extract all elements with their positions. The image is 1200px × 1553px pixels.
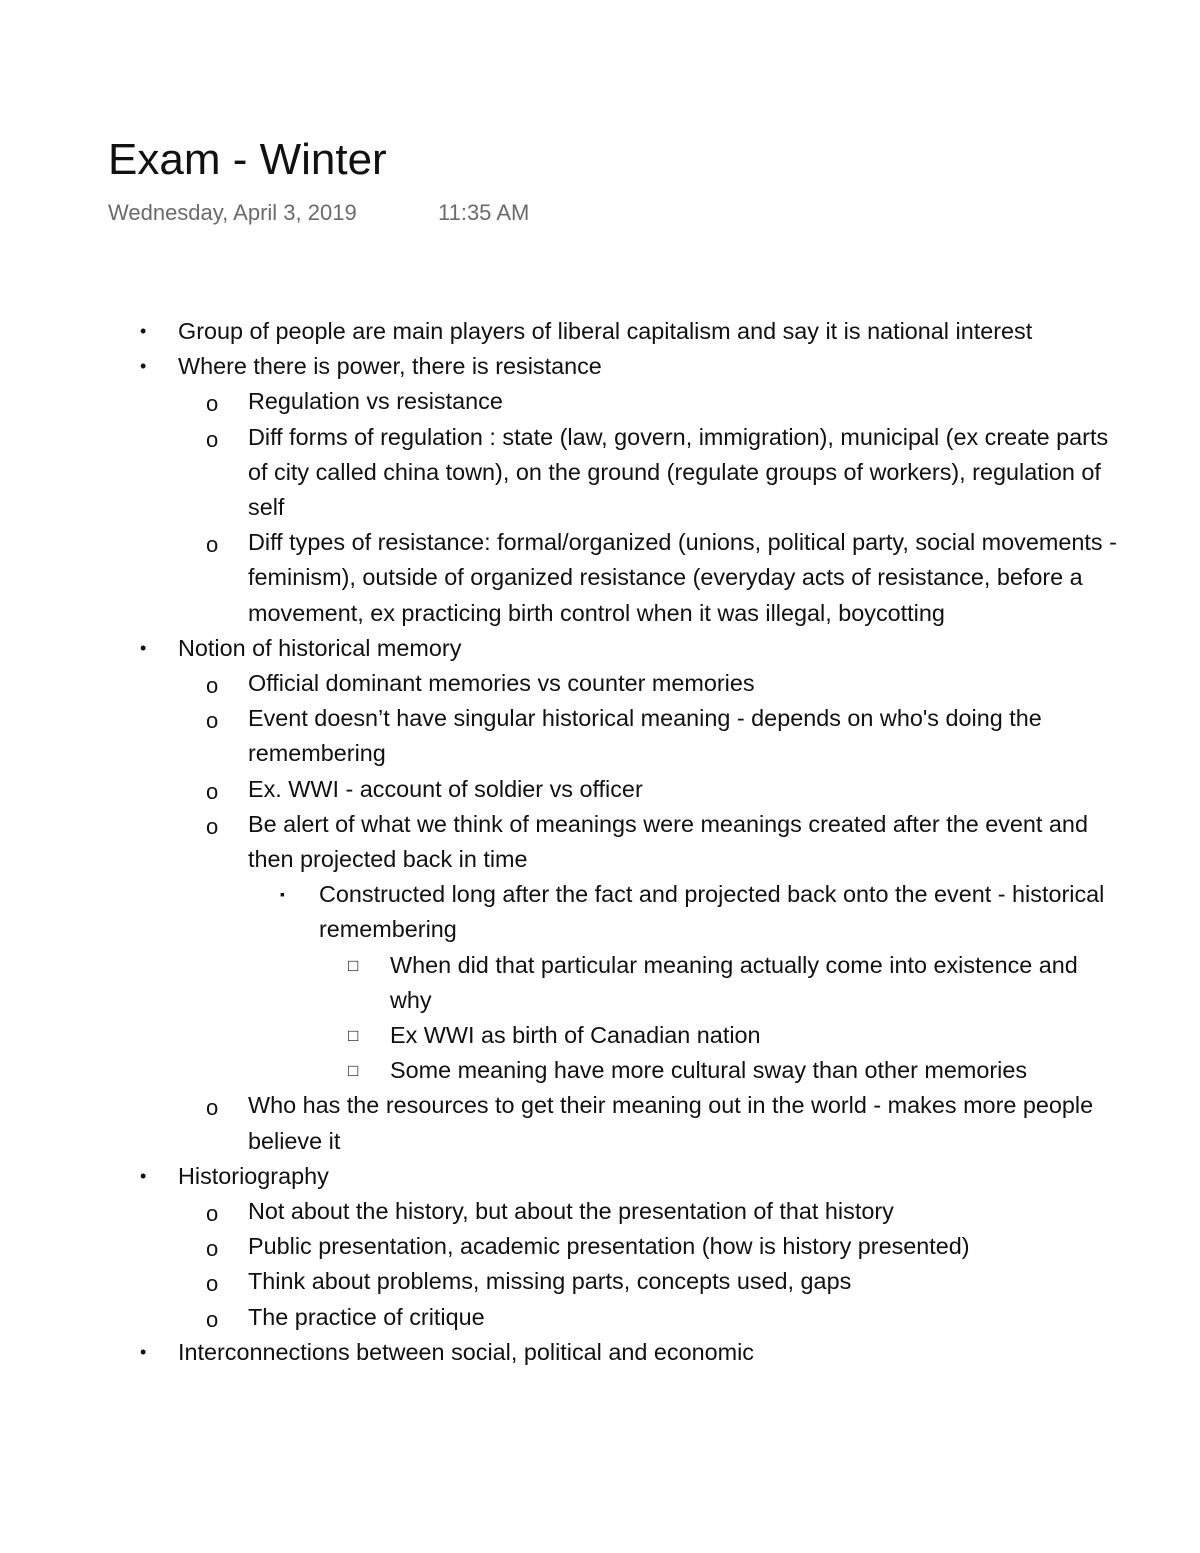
list-item [0,1088,1200,1158]
notes-outline [0,314,1200,1370]
list-item [0,631,1200,666]
list-item [0,772,1200,807]
hollow-square-bullet-marker: □ [348,1061,359,1081]
list-item [0,1229,1200,1264]
circle-bullet-marker: o [206,673,219,699]
circle-bullet-marker: o [206,1236,219,1262]
list-item [0,525,1200,631]
list-item [0,701,1200,771]
bullet-marker: • [140,1165,147,1186]
bullet-marker: • [140,321,147,341]
list-item [0,666,1200,701]
list-item [0,1264,1200,1299]
list-item-text: Constructed long after the fact and projected back onto the event - historical remembering [319,881,1105,943]
bullet-marker: • [140,1341,147,1362]
list-item-text: Notion of historical memory [178,634,462,661]
list-item [0,1194,1200,1229]
list-item-text: Public presentation, academic presentation (how is history presented) [248,1233,970,1260]
circle-bullet-marker: o [206,1306,219,1332]
circle-bullet-marker: o [206,532,219,558]
list-item [0,1335,1200,1370]
circle-bullet-marker: o [206,1095,219,1121]
list-item-text: Regulation vs resistance [248,388,503,415]
bullet-marker: • [140,356,147,377]
list-item [0,384,1200,419]
list-item-text: Who has the resources to get their meaning out in the world - makes more people believe it [248,1092,1094,1154]
list-item [0,807,1200,877]
square-bullet-marker: ▪ [280,886,285,903]
circle-bullet-marker: o [206,813,219,839]
list-item-text: Interconnections between social, political and economic [178,1338,755,1365]
list-item-text: Think about problems, missing parts, concepts used, gaps [248,1268,852,1295]
list-item-text: Not about the history, but about the presentation of that history [248,1198,894,1225]
list-item-text: Official dominant memories vs counter memories [248,670,755,697]
list-item [0,1018,1200,1053]
list-item-text: Some meaning have more cultural sway than other memories [390,1057,1028,1084]
list-item [0,877,1200,947]
note-date: Wednesday, April 3, 2019 [108,200,357,225]
list-item-text: Event doesn’t have singular historical meaning - depends on who's doing the remembering [248,705,1042,767]
list-item [0,314,1200,349]
list-item-text: Be alert of what we think of meanings were meanings created after the event and then projected back in time [248,810,1088,873]
circle-bullet-marker: o [206,391,219,417]
list-item-text: When did that particular meaning actually come into existence and why [390,951,1078,1013]
list-item-text: Diff types of resistance: formal/organized (unions, political party, social movements - feminism), outside of organized resistance (everyday acts of resistance, before a movement, ex practicing birth control when it was illegal, boycotting [248,529,1117,626]
list-item [0,1300,1200,1335]
list-item [0,948,1200,1018]
list-item [0,1159,1200,1194]
list-item [0,349,1200,384]
circle-bullet-marker: o [206,426,219,452]
note-time: 11:35 AM [438,200,530,225]
bullet-marker: • [140,637,147,658]
circle-bullet-marker: o [206,1271,219,1297]
list-item-text: The practice of critique [248,1303,485,1330]
list-item-text: Diff forms of regulation : state (law, govern, immigration), municipal (ex create parts of city called china town), on the ground (regulate groups of workers), regulation of self [248,423,1109,521]
circle-bullet-marker: o [206,1201,219,1227]
list-item [0,420,1200,526]
hollow-square-bullet-marker: □ [348,955,359,975]
list-item-text: Group of people are main players of liberal capitalism and say it is national interest [178,318,1033,344]
hollow-square-bullet-marker: □ [348,1026,359,1046]
list-item-text: Ex WWI as birth of Canadian nation [390,1022,761,1049]
list-item-text: Historiography [178,1162,329,1189]
circle-bullet-marker: o [206,778,219,804]
list-item-text: Ex. WWI - account of soldier vs officer [248,775,643,802]
list-item-text: Where there is power, there is resistance [178,353,602,380]
list-item [0,1053,1200,1088]
circle-bullet-marker: o [206,708,219,734]
page-title: Exam - Winter [108,135,387,184]
